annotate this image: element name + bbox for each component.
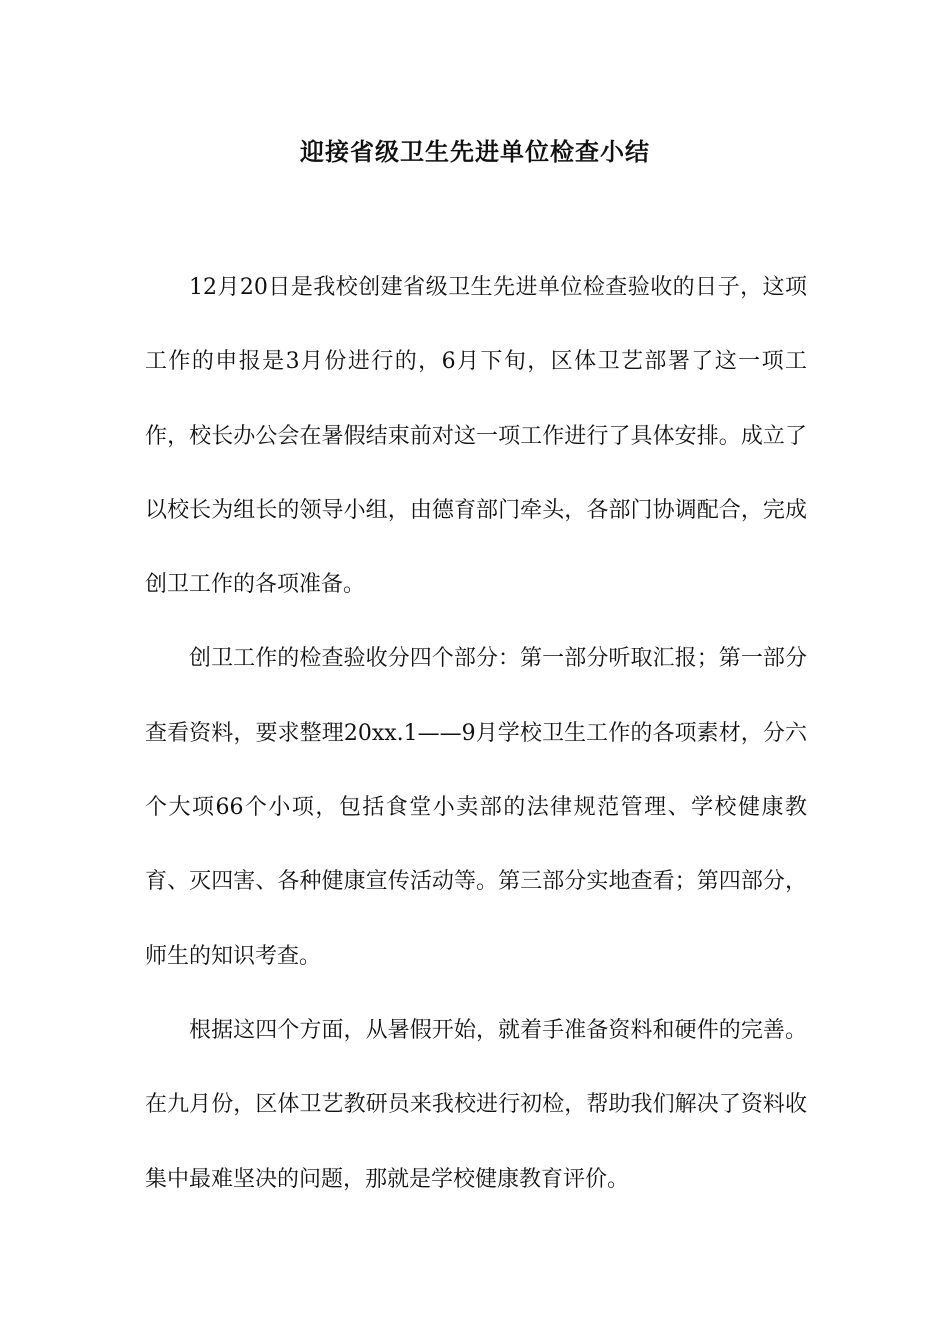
document-body [145,251,807,1217]
paragraph-3: 根据这四个方面，从暑假开始，就着手准备资料和硬件的完善。在九月份，区体卫艺教研员来我校进行初检，帮助我们解决了资料收集中最难坚决的问题，那就是学校健康教育评价。 [145,1017,807,1192]
document-title: 迎接省级卫生先进单位检查小结 [300,137,650,166]
paragraph-2: 创卫工作的检查验收分四个部分：第一部分听取汇报；第一部分查看资料，要求整理20xx.1——9月学校卫生工作的各项素材，分六个大项66个小项，包括食堂小卖部的法律规范管理、学校健康教育、灭四害、各种健康宣传活动等。第三部分实地查看；第四部分，师生的知识考查。 [145,646,807,969]
paragraph-1: 12月20日是我校创建省级卫生先进单位检查验收的日子，这项工作的申报是3月份进行的，6月下旬，区体卫艺部署了这一项工作，校长办公会在暑假结束前对这一项工作进行了具体安排。成立了以校长为组长的领导小组，由德育部门牵头，各部门协调配合，完成创卫工作的各项准备。 [145,275,807,598]
